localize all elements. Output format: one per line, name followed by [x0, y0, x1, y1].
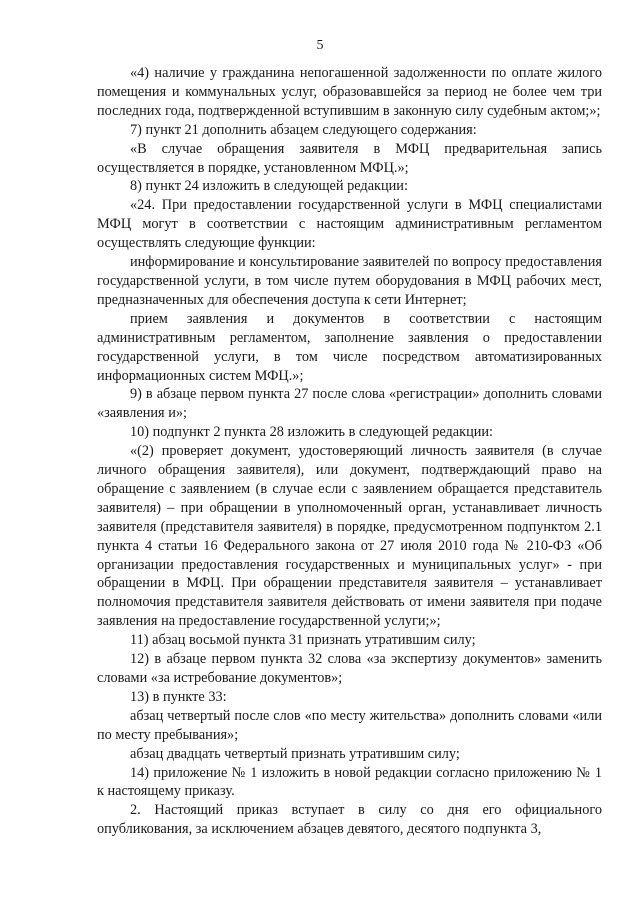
- paragraph: 11) абзац восьмой пункта 31 признать утратившим силу;: [130, 632, 476, 649]
- paragraph: 8) пункт 24 изложить в следующей редакции:: [130, 178, 408, 195]
- paragraph: «24. При предоставлении государственной услуги в МФЦ специалистами МФЦ могут в соответствии с настоящим административным регламентом осуществлять следующие функции:: [97, 197, 602, 252]
- paragraph: 9) в абзаце первом пункта 27 после слова «регистрации» дополнить словами «заявления и»;: [97, 386, 602, 422]
- paragraph: 2. Настоящий приказ вступает в силу со дня его официального опубликования, за исключением абзацев девятого, десятого подпункта 3,: [97, 802, 602, 838]
- paragraph: информирование и консультирование заявителей по вопросу предоставления государственной услуги, в том числе путем оборудования в МФЦ рабочих мест, предназначенных для обеспечения доступа к сети Интернет;: [97, 254, 602, 308]
- page-number: 5: [316, 38, 324, 53]
- paragraph: «4) наличие у гражданина непогашенной задолженности по оплате жилого помещения и коммунальных услуг, образовавшейся за период не более чем три последних года, подтвержденной вступившим в законную силу судебным актом;»;: [97, 65, 602, 119]
- paragraph: абзац четвертый после слов «по месту жительства» дополнить словами «или по месту пребывания»;: [97, 707, 602, 743]
- paragraph: «(2) проверяет документ, удостоверяющий личность заявителя (в случае личного обращения заявителя), или документ, подтверждающий право на обращение с заявлением (в случае если с заявлением обращается представитель заявителя) – при обращении в уполномоченный орган, устанавливает личность заявителя (представителя заявителя) в порядке, предусмотренном подпунктом 2.1 пункта 4 статьи 16 Федерального закона от 27 июля 2010 года № 210-ФЗ «Об организации предоставления государственных и муниципальных услуг» - при обращении в МФЦ. При обращении представителя заявителя – устанавливает полномочия представителя заявителя действовать от имени заявителя при подаче заявления на предоставление государственной услуги;»;: [97, 443, 602, 630]
- paragraph: 13) в пункте 33:: [130, 688, 227, 705]
- paragraph: 7) пункт 21 дополнить абзацем следующего содержания:: [130, 121, 477, 138]
- paragraph: прием заявления и документов в соответствии с настоящим административным регламентом, заполнение заявления о предоставлении государственной услуги, в том числе посредством автоматизированных информационных систем МФЦ.»;: [97, 310, 602, 384]
- paragraph: «В случае обращения заявителя в МФЦ предварительная запись осуществляется в порядке, установленном МФЦ.»;: [97, 140, 602, 176]
- document-body: [97, 64, 602, 839]
- paragraph: абзац двадцать четвертый признать утратившим силу;: [130, 745, 460, 762]
- paragraph: 12) в абзаце первом пункта 32 слова «за экспертизу документов» заменить словами «за истребование документов»;: [97, 651, 602, 686]
- paragraph: 14) приложение № 1 изложить в новой редакции согласно приложению № 1 к настоящему приказу.: [97, 764, 602, 800]
- paragraph: 10) подпункт 2 пункта 28 изложить в следующей редакции:: [130, 424, 494, 441]
